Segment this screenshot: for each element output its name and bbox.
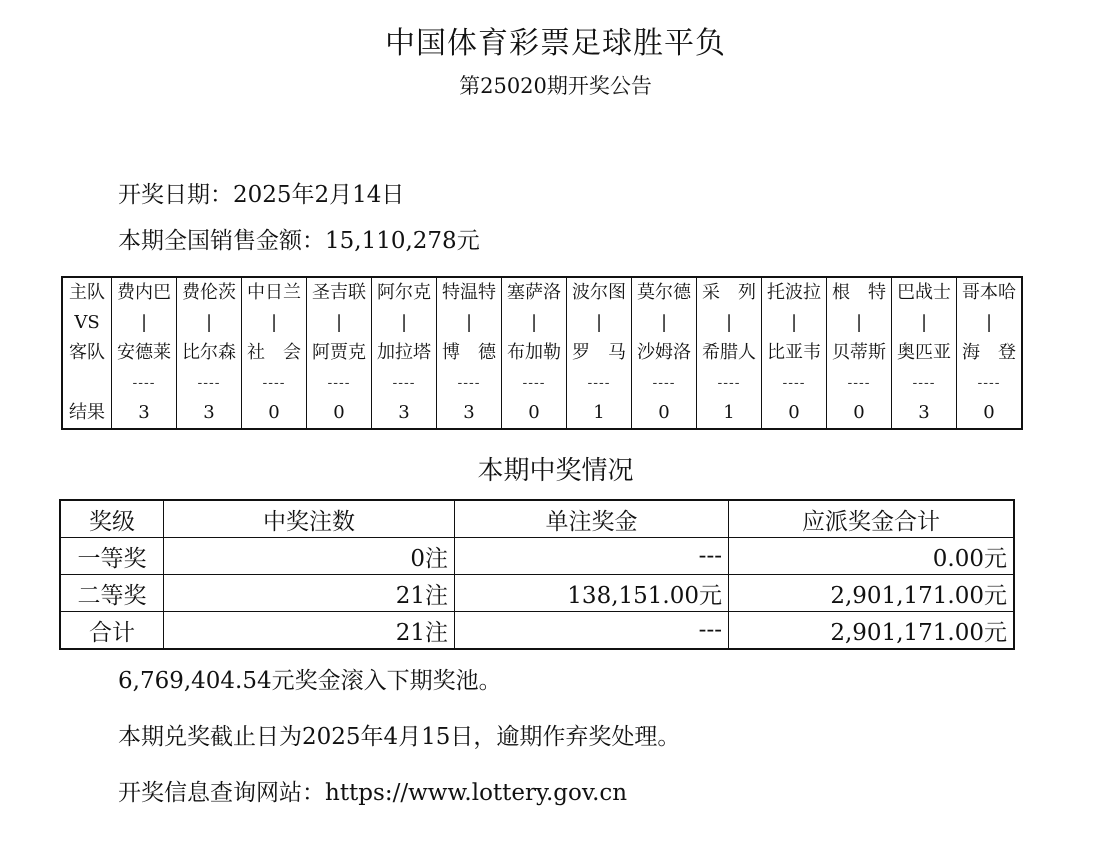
prize-level: 一等奖 [60, 538, 164, 575]
away-team: 加拉塔 [377, 342, 431, 363]
prize-total: 0.00元 [729, 538, 1015, 575]
vs-mark: | [335, 312, 343, 333]
separator: ---- [652, 375, 676, 391]
match-result: 0 [333, 402, 345, 423]
prize-count: 0注 [164, 538, 455, 575]
prize-header-count: 中奖注数 [164, 500, 455, 538]
match-column [112, 277, 177, 429]
vs-mark: | [400, 312, 408, 333]
prize-single: 138,151.00元 [455, 575, 729, 612]
prize-table [59, 499, 1015, 650]
match-result: 1 [723, 402, 735, 423]
prize-row [60, 612, 1014, 650]
separator: ---- [197, 375, 221, 391]
match-column [307, 277, 372, 429]
vs-mark: | [205, 312, 213, 333]
match-column [437, 277, 502, 429]
match-column [697, 277, 762, 429]
away-team: 贝蒂斯 [832, 342, 886, 363]
match-result: 0 [528, 402, 540, 423]
away-team: 比尔森 [182, 342, 236, 363]
match-column [372, 277, 437, 429]
rollover-note: 6,769,404.54元奖金滚入下期奖池。 [118, 668, 502, 694]
separator: ---- [262, 375, 286, 391]
vs-mark: | [595, 312, 603, 333]
away-team: 社 会 [247, 342, 301, 363]
prize-header-single: 单注奖金 [455, 500, 729, 538]
home-team: 采 列 [702, 282, 756, 303]
home-team: 费伦茨 [182, 282, 236, 303]
prize-header-total: 应派奖金合计 [729, 500, 1015, 538]
match-column [957, 277, 1023, 429]
match-column [567, 277, 632, 429]
vs-mark: | [790, 312, 798, 333]
home-label: 主队 [69, 282, 105, 303]
page-title: 中国体育彩票足球胜平负 [385, 26, 726, 61]
website-note: 开奖信息查询网站：https://www.lottery.gov.cn [118, 780, 628, 806]
home-team: 中日兰 [247, 282, 301, 303]
match-result: 3 [463, 402, 475, 423]
separator: ---- [327, 375, 351, 391]
match-column [177, 277, 242, 429]
home-team: 波尔图 [572, 282, 626, 303]
home-team: 特温特 [442, 282, 496, 303]
away-label: 客队 [69, 342, 105, 363]
away-team: 海 登 [962, 342, 1016, 363]
separator: ---- [132, 375, 156, 391]
prize-single: --- [455, 538, 729, 575]
match-result: 3 [203, 402, 215, 423]
result-label: 结果 [69, 402, 105, 423]
match-column [242, 277, 307, 429]
home-team: 巴战士 [897, 282, 951, 303]
match-result: 3 [138, 402, 150, 423]
prize-section-title: 本期中奖情况 [477, 456, 634, 486]
vs-mark: | [140, 312, 148, 333]
separator: ---- [717, 375, 741, 391]
draw-date: 开奖日期：2025年2月14日 [118, 182, 405, 208]
away-team: 比亚韦 [767, 342, 821, 363]
vs-label: VS [74, 312, 100, 333]
home-team: 阿尔克 [377, 282, 431, 303]
separator: ---- [522, 375, 546, 391]
match-column [632, 277, 697, 429]
vs-mark: | [725, 312, 733, 333]
match-result: 0 [983, 402, 995, 423]
vs-mark: | [660, 312, 668, 333]
match-column [892, 277, 957, 429]
home-team: 根 特 [832, 282, 886, 303]
home-team: 圣吉联 [312, 282, 366, 303]
vs-mark: | [530, 312, 538, 333]
match-result: 0 [268, 402, 280, 423]
prize-header-row [60, 500, 1014, 538]
separator: ---- [392, 375, 416, 391]
vs-mark: | [985, 312, 993, 333]
prize-total: 2,901,171.00元 [729, 575, 1015, 612]
separator: ---- [782, 375, 806, 391]
match-result: 1 [593, 402, 605, 423]
vs-mark: | [465, 312, 473, 333]
match-result: 0 [658, 402, 670, 423]
away-team: 安德莱 [117, 342, 171, 363]
prize-count: 21注 [164, 612, 455, 650]
away-team: 沙姆洛 [637, 342, 691, 363]
away-team: 希腊人 [702, 342, 756, 363]
home-team: 塞萨洛 [507, 282, 561, 303]
separator: ---- [912, 375, 936, 391]
away-team: 奥匹亚 [897, 342, 951, 363]
away-team: 阿贾克 [312, 342, 366, 363]
home-team: 莫尔德 [637, 282, 691, 303]
match-header-column [62, 277, 112, 429]
vs-mark: | [920, 312, 928, 333]
prize-row [60, 538, 1014, 575]
prize-single: --- [455, 612, 729, 650]
prize-row [60, 575, 1014, 612]
home-team: 哥本哈 [962, 282, 1016, 303]
match-result: 0 [853, 402, 865, 423]
match-result: 3 [398, 402, 410, 423]
prize-header-level: 奖级 [60, 500, 164, 538]
separator: ---- [977, 375, 1001, 391]
away-team: 罗 马 [572, 342, 626, 363]
match-column [827, 277, 892, 429]
home-team: 托波拉 [767, 282, 821, 303]
match-result: 0 [788, 402, 800, 423]
separator: ---- [457, 375, 481, 391]
match-result: 3 [918, 402, 930, 423]
vs-mark: | [270, 312, 278, 333]
home-team: 费内巴 [117, 282, 171, 303]
match-table [61, 276, 1023, 430]
prize-level: 二等奖 [60, 575, 164, 612]
prize-total: 2,901,171.00元 [729, 612, 1015, 650]
vs-mark: | [855, 312, 863, 333]
match-column [762, 277, 827, 429]
match-column [502, 277, 567, 429]
match-row [62, 277, 1022, 429]
page-subtitle: 第25020期开奖公告 [459, 74, 652, 98]
separator: ---- [587, 375, 611, 391]
sales-amount: 本期全国销售金额：15,110,278元 [118, 228, 480, 254]
away-team: 博 德 [442, 342, 496, 363]
prize-level: 合计 [60, 612, 164, 650]
away-team: 布加勒 [507, 342, 561, 363]
separator: ---- [847, 375, 871, 391]
prize-count: 21注 [164, 575, 455, 612]
deadline-note: 本期兑奖截止日为2025年4月15日，逾期作弃奖处理。 [118, 724, 681, 750]
